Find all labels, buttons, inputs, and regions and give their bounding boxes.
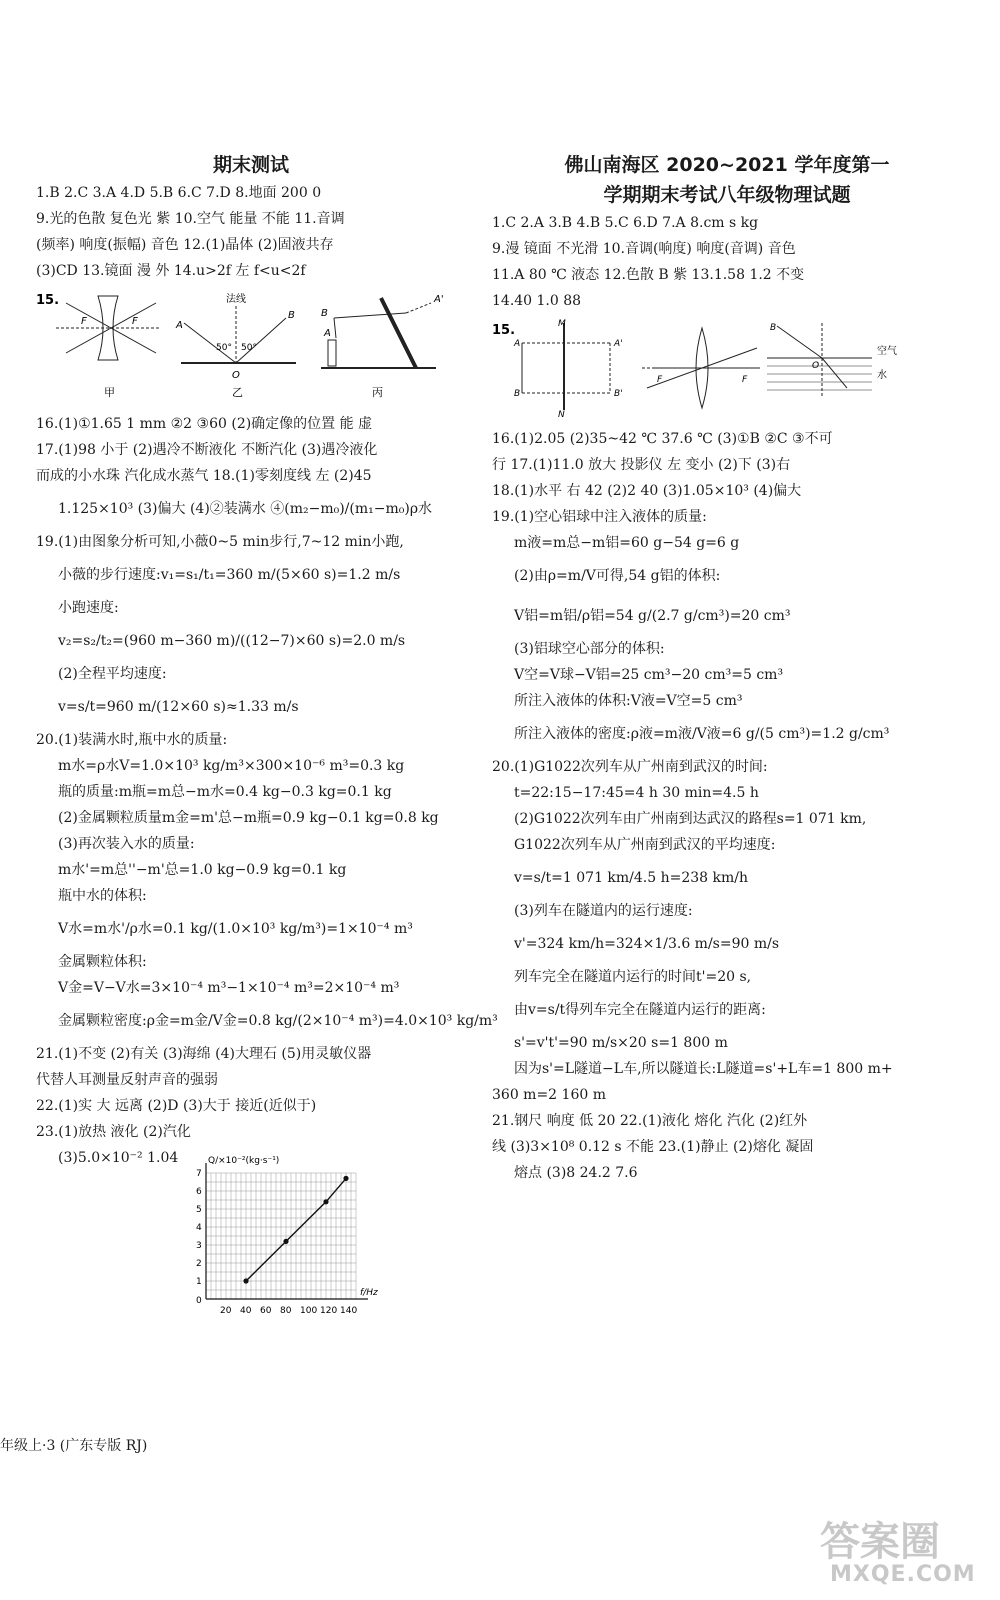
figure-label: 乙 [232, 386, 243, 399]
svg-text:50°: 50° [216, 343, 232, 353]
figure-q15-right [492, 318, 962, 422]
diagram-concave-lens [56, 296, 161, 399]
answer-line: 360 m=2 160 m [492, 1087, 606, 1103]
figure-q15-left [36, 288, 466, 407]
answer-line: (3)5.0×10⁻² 1.04 [58, 1150, 179, 1166]
svg-text:A': A' [614, 339, 623, 349]
svg-text:B: B [321, 308, 328, 319]
answer-line: 金属颗粒密度:ρ金=m金/V金=0.8 kg/(2×10⁻⁴ m³)=4.0×10³ kg/m³ [58, 1013, 498, 1029]
answer-line: 19.(1)空心铝球中注入液体的质量: [492, 509, 707, 525]
answer-line: v'=324 km/h=324×1/3.6 m/s=90 m/s [514, 936, 780, 952]
answer-line: V金=V−V水=3×10⁻⁴ m³−1×10⁻⁴ m³=2×10⁻⁴ m³ [58, 980, 400, 996]
svg-text:O: O [232, 370, 240, 381]
answer-line: (3)铝球空心部分的体积: [514, 641, 665, 657]
answer-line: 20.(1)G1022次列车从广州南到武汉的时间: [492, 759, 768, 775]
data-point [343, 1176, 348, 1181]
answers-block-1 [36, 180, 466, 284]
diagram-refraction [767, 323, 897, 398]
svg-text:A': A' [434, 294, 444, 305]
answer-line: t=22:15−17:45=4 h 30 min=4.5 h [514, 785, 759, 801]
y-tick-label: 7 [196, 1169, 202, 1179]
section-title: 佛山南海区 2020~2021 学年度第一 [564, 154, 890, 176]
figure-label: 甲 [104, 386, 115, 399]
x-tick-label: 20 [220, 1306, 232, 1316]
svg-text:F: F [132, 316, 138, 327]
svg-text:A: A [514, 339, 521, 349]
x-tick-label: 80 [280, 1306, 292, 1316]
answer-line: (3)列车在隧道内的运行速度: [514, 903, 693, 919]
answer-line: 由v=s/t得列车完全在隧道内运行的距离: [514, 1002, 766, 1018]
answer-line: 22.(1)实 大 远离 (2)D (3)大于 接近(近似于) [36, 1098, 317, 1114]
answer-line: 代替人耳测量反射声音的强弱 [36, 1072, 218, 1088]
answer-line: 1.C 2.A 3.B 4.B 5.C 6.D 7.A 8.cm s kg [492, 215, 759, 231]
svg-text:法线: 法线 [226, 294, 246, 305]
svg-text:水: 水 [877, 370, 887, 381]
answer-line: (3)CD 13.镜面 漫 外 14.u>2f 左 f<u<2f [36, 263, 306, 279]
x-tick-label: 120 [320, 1306, 338, 1316]
answer-line: (3)再次装入水的质量: [58, 836, 195, 852]
answer-line: 16.(1)①1.65 1 mm ②2 ③60 (2)确定像的位置 能 虚 [36, 416, 373, 432]
svg-text:F: F [657, 375, 663, 385]
answer-line: G1022次列车从广州南到武汉的平均速度: [514, 837, 776, 853]
answer-line: (频率) 响度(振幅) 音色 12.(1)晶体 (2)固液共存 [36, 237, 334, 253]
watermark-logo: 答案圈 [820, 1519, 940, 1565]
chart-grid [206, 1173, 356, 1299]
figure-label: 丙 [372, 386, 383, 399]
answer-line: 金属颗粒体积: [58, 954, 147, 970]
answer-line: 9.光的色散 复色光 紫 10.空气 能量 不能 11.音调 [36, 211, 345, 227]
answer-line: 1.B 2.C 3.A 4.D 5.B 6.C 7.D 8.地面 200 0 [36, 185, 322, 201]
diagram-plane-mirror [513, 319, 623, 418]
answer-line: (2)由ρ=m/V可得,54 g铝的体积: [514, 568, 721, 584]
answer-line: 9.漫 镜面 不光滑 10.音调(响度) 响度(音调) 音色 [492, 241, 796, 257]
answer-line: v₂=s₂/t₂=(960 m−360 m)/((12−7)×60 s)=2.0 m/s [58, 633, 406, 649]
answer-line: 1.125×10³ (3)偏大 (4)②装满水 ④(m₂−m₀)/(m₁−m₀)ρ水 [58, 501, 433, 517]
answer-line: 列车完全在隧道内运行的时间t'=20 s, [514, 969, 752, 985]
answer-line: 23.(1)放热 液化 (2)汽化 [36, 1124, 191, 1140]
answer-line: 14.40 1.0 88 [492, 293, 582, 309]
answer-line: 瓶的质量:m瓶=m总−m水=0.4 kg−0.3 kg=0.1 kg [58, 784, 392, 800]
svg-text:A: A [176, 320, 183, 331]
svg-text:B: B [770, 323, 777, 333]
y-tick-label: 3 [196, 1241, 202, 1251]
answer-line: m液=m总−m铝=60 g−54 g=6 g [514, 535, 740, 551]
q-number: 15. [36, 293, 60, 308]
answer-line: 瓶中水的体积: [58, 888, 147, 904]
answer-line: 19.(1)由图象分析可知,小薇0~5 min步行,7~12 min小跑, [36, 534, 404, 550]
svg-text:A: A [324, 328, 331, 339]
answer-line: m水=ρ水V=1.0×10³ kg/m³×300×10⁻⁶ m³=0.3 kg [58, 758, 405, 774]
answer-line: (2)金属颗粒质量m金=m'总−m瓶=0.9 kg−0.1 kg=0.8 kg [58, 810, 439, 826]
left-column [36, 150, 498, 1325]
svg-text:F: F [81, 316, 87, 327]
answer-line: V水=m水'/ρ水=0.1 kg/(1.0×10³ kg/m³)=1×10⁻⁴ m³ [58, 921, 413, 937]
answer-line: 11.A 80 ℃ 液态 12.色散 B 紫 13.1.58 1.2 不变 [492, 267, 805, 283]
answer-line: 而成的小水珠 汽化成水蒸气 18.(1)零刻度线 左 (2)45 [36, 468, 372, 484]
data-point [243, 1278, 248, 1283]
x-tick-label: 100 [300, 1306, 318, 1316]
optics-diagrams [492, 318, 962, 418]
answer-line: 所注入液体的密度:ρ液=m液/V液=6 g/(5 cm³)=1.2 g/cm³ [514, 726, 890, 742]
svg-text:空气: 空气 [877, 346, 897, 357]
svg-text:F: F [742, 375, 748, 385]
answer-line: 20.(1)装满水时,瓶中水的质量: [36, 732, 228, 748]
svg-text:O: O [812, 361, 820, 371]
watermark-url: MXQE.COM [830, 1562, 976, 1587]
answer-line: s'=v't'=90 m/s×20 s=1 800 m [514, 1035, 728, 1051]
y-axis-label: Q/×10⁻²(kg·s⁻¹) [208, 1156, 280, 1166]
answer-line: 17.(1)98 小于 (2)遇冷不断液化 不断汽化 (3)遇冷液化 [36, 442, 378, 458]
optics-diagrams [36, 288, 466, 403]
answer-line: v=s/t=960 m/(12×60 s)≈1.33 m/s [58, 699, 299, 715]
answer-line: 小跑速度: [58, 600, 119, 616]
flow-frequency-chart [166, 1151, 426, 1321]
data-point [323, 1199, 328, 1204]
x-tick-label: 140 [340, 1306, 358, 1316]
x-tick-label: 60 [260, 1306, 272, 1316]
origin-label: 0 [196, 1296, 202, 1306]
right-column [492, 150, 962, 1186]
answer-line: (2)G1022次列车由广州南到达武汉的路程s=1 071 km, [514, 811, 867, 827]
svg-text:50°: 50° [241, 343, 257, 353]
answer-line: m水'=m总''−m'总=1.0 kg−0.9 kg=0.1 kg [58, 862, 347, 878]
answer-line: 线 (3)3×10⁸ 0.12 s 不能 23.(1)静止 (2)熔化 凝固 [492, 1139, 814, 1155]
section-title: 学期期末考试八年级物理试题 [603, 184, 851, 206]
svg-text:N: N [558, 410, 565, 418]
svg-text:M: M [558, 319, 566, 329]
answer-line: 小薇的步行速度:v₁=s₁/t₁=360 m/(5×60 s)=1.2 m/s [58, 567, 401, 583]
answer-line: V铝=m铝/ρ铝=54 g/(2.7 g/cm³)=20 cm³ [514, 608, 791, 624]
x-axis-label: f/Hz [360, 1288, 378, 1298]
y-tick-label: 2 [196, 1259, 202, 1269]
svg-text:B: B [514, 389, 521, 399]
svg-text:B: B [288, 310, 295, 321]
y-tick-label: 6 [196, 1187, 202, 1197]
y-tick-label: 4 [196, 1223, 202, 1233]
section-title: 期末测试 [212, 154, 289, 176]
y-tick-label: 5 [196, 1205, 202, 1215]
q-number: 15. [492, 323, 516, 338]
answer-line: 18.(1)水平 右 42 (2)2 40 (3)1.05×10³ (4)偏大 [492, 483, 802, 499]
y-tick-label: 1 [196, 1277, 202, 1287]
page-footer: 年级上·3 (广东专版 RJ) [0, 1438, 148, 1454]
answer-line: v=s/t=1 071 km/4.5 h=238 km/h [514, 870, 749, 886]
answer-line: 21.钢尺 响度 低 20 22.(1)液化 熔化 汽化 (2)红外 [492, 1113, 808, 1129]
diagram-reflection [175, 292, 296, 399]
answers-block-1 [492, 210, 962, 314]
data-point [283, 1239, 288, 1244]
x-tick-label: 40 [240, 1306, 252, 1316]
answer-line: 21.(1)不变 (2)有关 (3)海绵 (4)大理石 (5)用灵敏仪器 [36, 1046, 372, 1062]
diagram-convex-lens [642, 328, 762, 408]
answer-line: 16.(1)2.05 (2)35~42 ℃ 37.6 ℃ (3)①B ②C ③不可 [492, 431, 833, 447]
answer-line: 所注入液体的体积:V液=V空=5 cm³ [514, 693, 743, 709]
answer-line: (2)全程平均速度: [58, 666, 167, 682]
answer-line: 熔点 (3)8 24.2 7.6 [514, 1165, 638, 1181]
svg-text:B': B' [614, 389, 623, 399]
answers-block-2 [492, 426, 962, 1186]
diagram-mirror-candle [321, 294, 444, 399]
answer-line: V空=V球−V铝=25 cm³−20 cm³=5 cm³ [514, 667, 784, 683]
answers-block-2 [36, 411, 498, 1171]
answer-line: 因为s'=L隧道−L车,所以隧道长:L隧道=s'+L车=1 800 m+ [514, 1061, 893, 1077]
answer-line: 行 17.(1)11.0 放大 投影仪 左 变小 (2)下 (3)右 [492, 457, 791, 473]
